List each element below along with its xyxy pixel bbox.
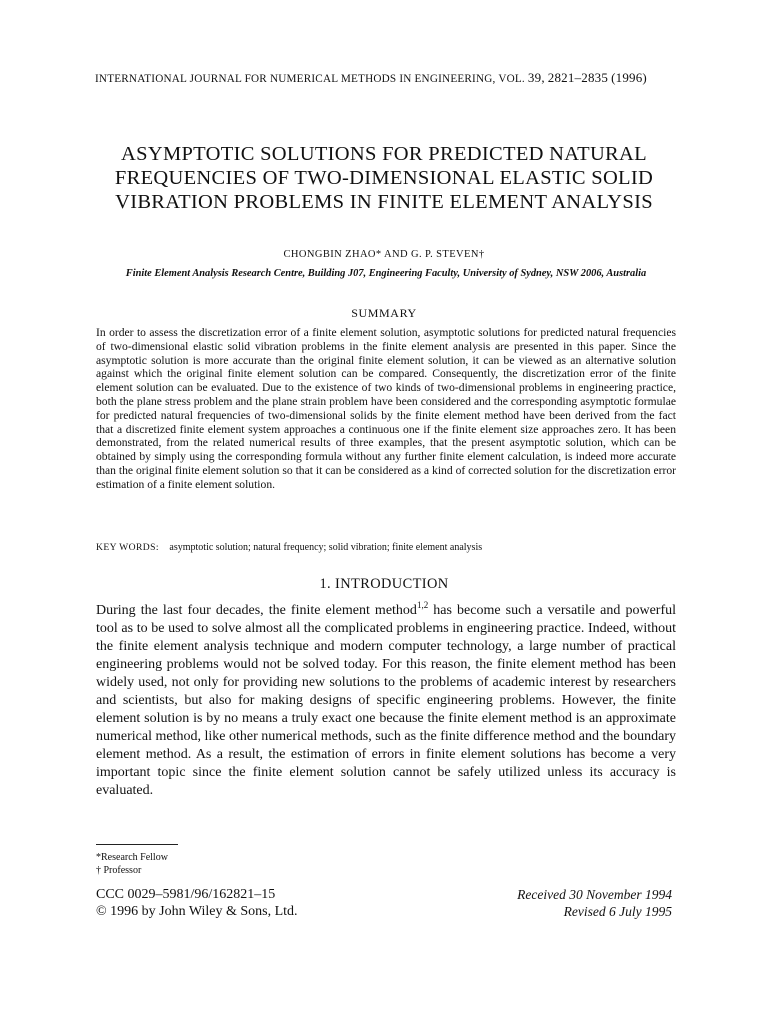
author-mark: * — [375, 249, 382, 260]
section-heading-introduction: 1. INTRODUCTION — [319, 576, 449, 592]
reference-marker: 1,2 — [416, 600, 429, 610]
footnote-divider — [96, 844, 178, 845]
introduction-paragraph — [96, 602, 676, 800]
received-dates — [430, 886, 672, 920]
paper-title — [60, 142, 708, 214]
copyright-block — [96, 886, 396, 920]
footnote-professor: † Professor — [96, 865, 142, 876]
footnote-research-fellow: *Research Fellow — [96, 852, 168, 863]
footnotes — [96, 851, 396, 877]
publication-year: (1996) — [611, 70, 647, 85]
author-list — [60, 249, 708, 260]
ccc-code: CCC 0029–5981/96/162821–15 — [96, 887, 276, 902]
summary-heading: SUMMARY — [351, 306, 417, 320]
running-head — [95, 70, 675, 86]
journal-name: INTERNATIONAL JOURNAL FOR NUMERICAL METHODS IN ENGINEERING, VOL. — [95, 73, 525, 85]
received-date: Received 30 November 1994 — [517, 887, 672, 902]
volume-number: 39, — [527, 70, 545, 85]
author-conjunction: AND — [381, 249, 411, 260]
page-range: 2821–2835 — [547, 70, 609, 85]
author-affiliation: Finite Element Analysis Research Centre, Building J07, Engineering Faculty, University of Sydney, NSW 2006, Australia — [125, 268, 647, 279]
keywords-text: asymptotic solution; natural frequency; solid vibration; finite element analysis — [169, 542, 483, 553]
author-name: CHONGBIN ZHAO — [283, 249, 376, 260]
summary-text: In order to assess the discretization error of a finite element solution, asymptotic solutions for predicted natural frequencies of two-dimensional elastic solid vibration problems in the finite element analysis are presented in this paper. Since the asymptotic solution is more accurate than the original finite element solution, it can be viewed as an alternative solution against which the original finite element solution can be compared. Consequently, the discretization error of the finite element solution can be evaluated. Due to the existence of two kinds of two-dimensional problems in engineering practice, both the plane stress problem and the plane strain problem have been considered and the corresponding asymptotic formulae for predicted natural frequencies of two-dimensional solids by the finite element method have been derived from the fact that a discretized finite element system approaches a continuous one if the finite element size approaches zero. It has been demonstrated, from the related numerical results of three examples, that the present asymptotic solution, which can be obtained by simply using the corresponding formula without any further finite element calculation, is indeed more accurate than the original finite element solution so that it can be considered as a kind of corrected solution for the discretization error estimation of a finite element solution. — [96, 326, 676, 491]
keywords-label: KEY WORDS: — [96, 542, 159, 553]
author-mark: † — [478, 249, 485, 260]
keywords — [96, 542, 676, 553]
author-name: G. P. STEVEN — [411, 249, 479, 260]
intro-text: During the last four decades, the finite element method — [96, 603, 417, 618]
revised-date: Revised 6 July 1995 — [563, 904, 672, 919]
title-line: ASYMPTOTIC SOLUTIONS FOR PREDICTED NATURAL — [121, 143, 647, 165]
intro-text: has become such a versatile and powerful tool as to be used to solve almost all the complicated problems in engineering practice. Indeed, without the finite element analysis technique and modern computer technology, a large number of practical engineering problems would not be solved today. For this reason, the finite element method has been widely used, not only for providing new solutions to the problems of academic interest by researchers and scientists, but also for making designs of specific engineering problems. However, the finite element solution is by no means a truly exact one because the finite element method is an approximate numerical method, like other numerical methods, such as the finite difference method and the boundary element method. As a result, the estimation of errors in finite element solutions has become a very important topic since the finite element solution cannot be safely utilized unless its accuracy is evaluated. — [96, 603, 676, 798]
title-line: FREQUENCIES OF TWO-DIMENSIONAL ELASTIC SOLID — [114, 167, 654, 189]
title-line: VIBRATION PROBLEMS IN FINITE ELEMENT ANALYSIS — [115, 191, 653, 213]
copyright-line: © 1996 by John Wiley & Sons, Ltd. — [96, 904, 298, 919]
